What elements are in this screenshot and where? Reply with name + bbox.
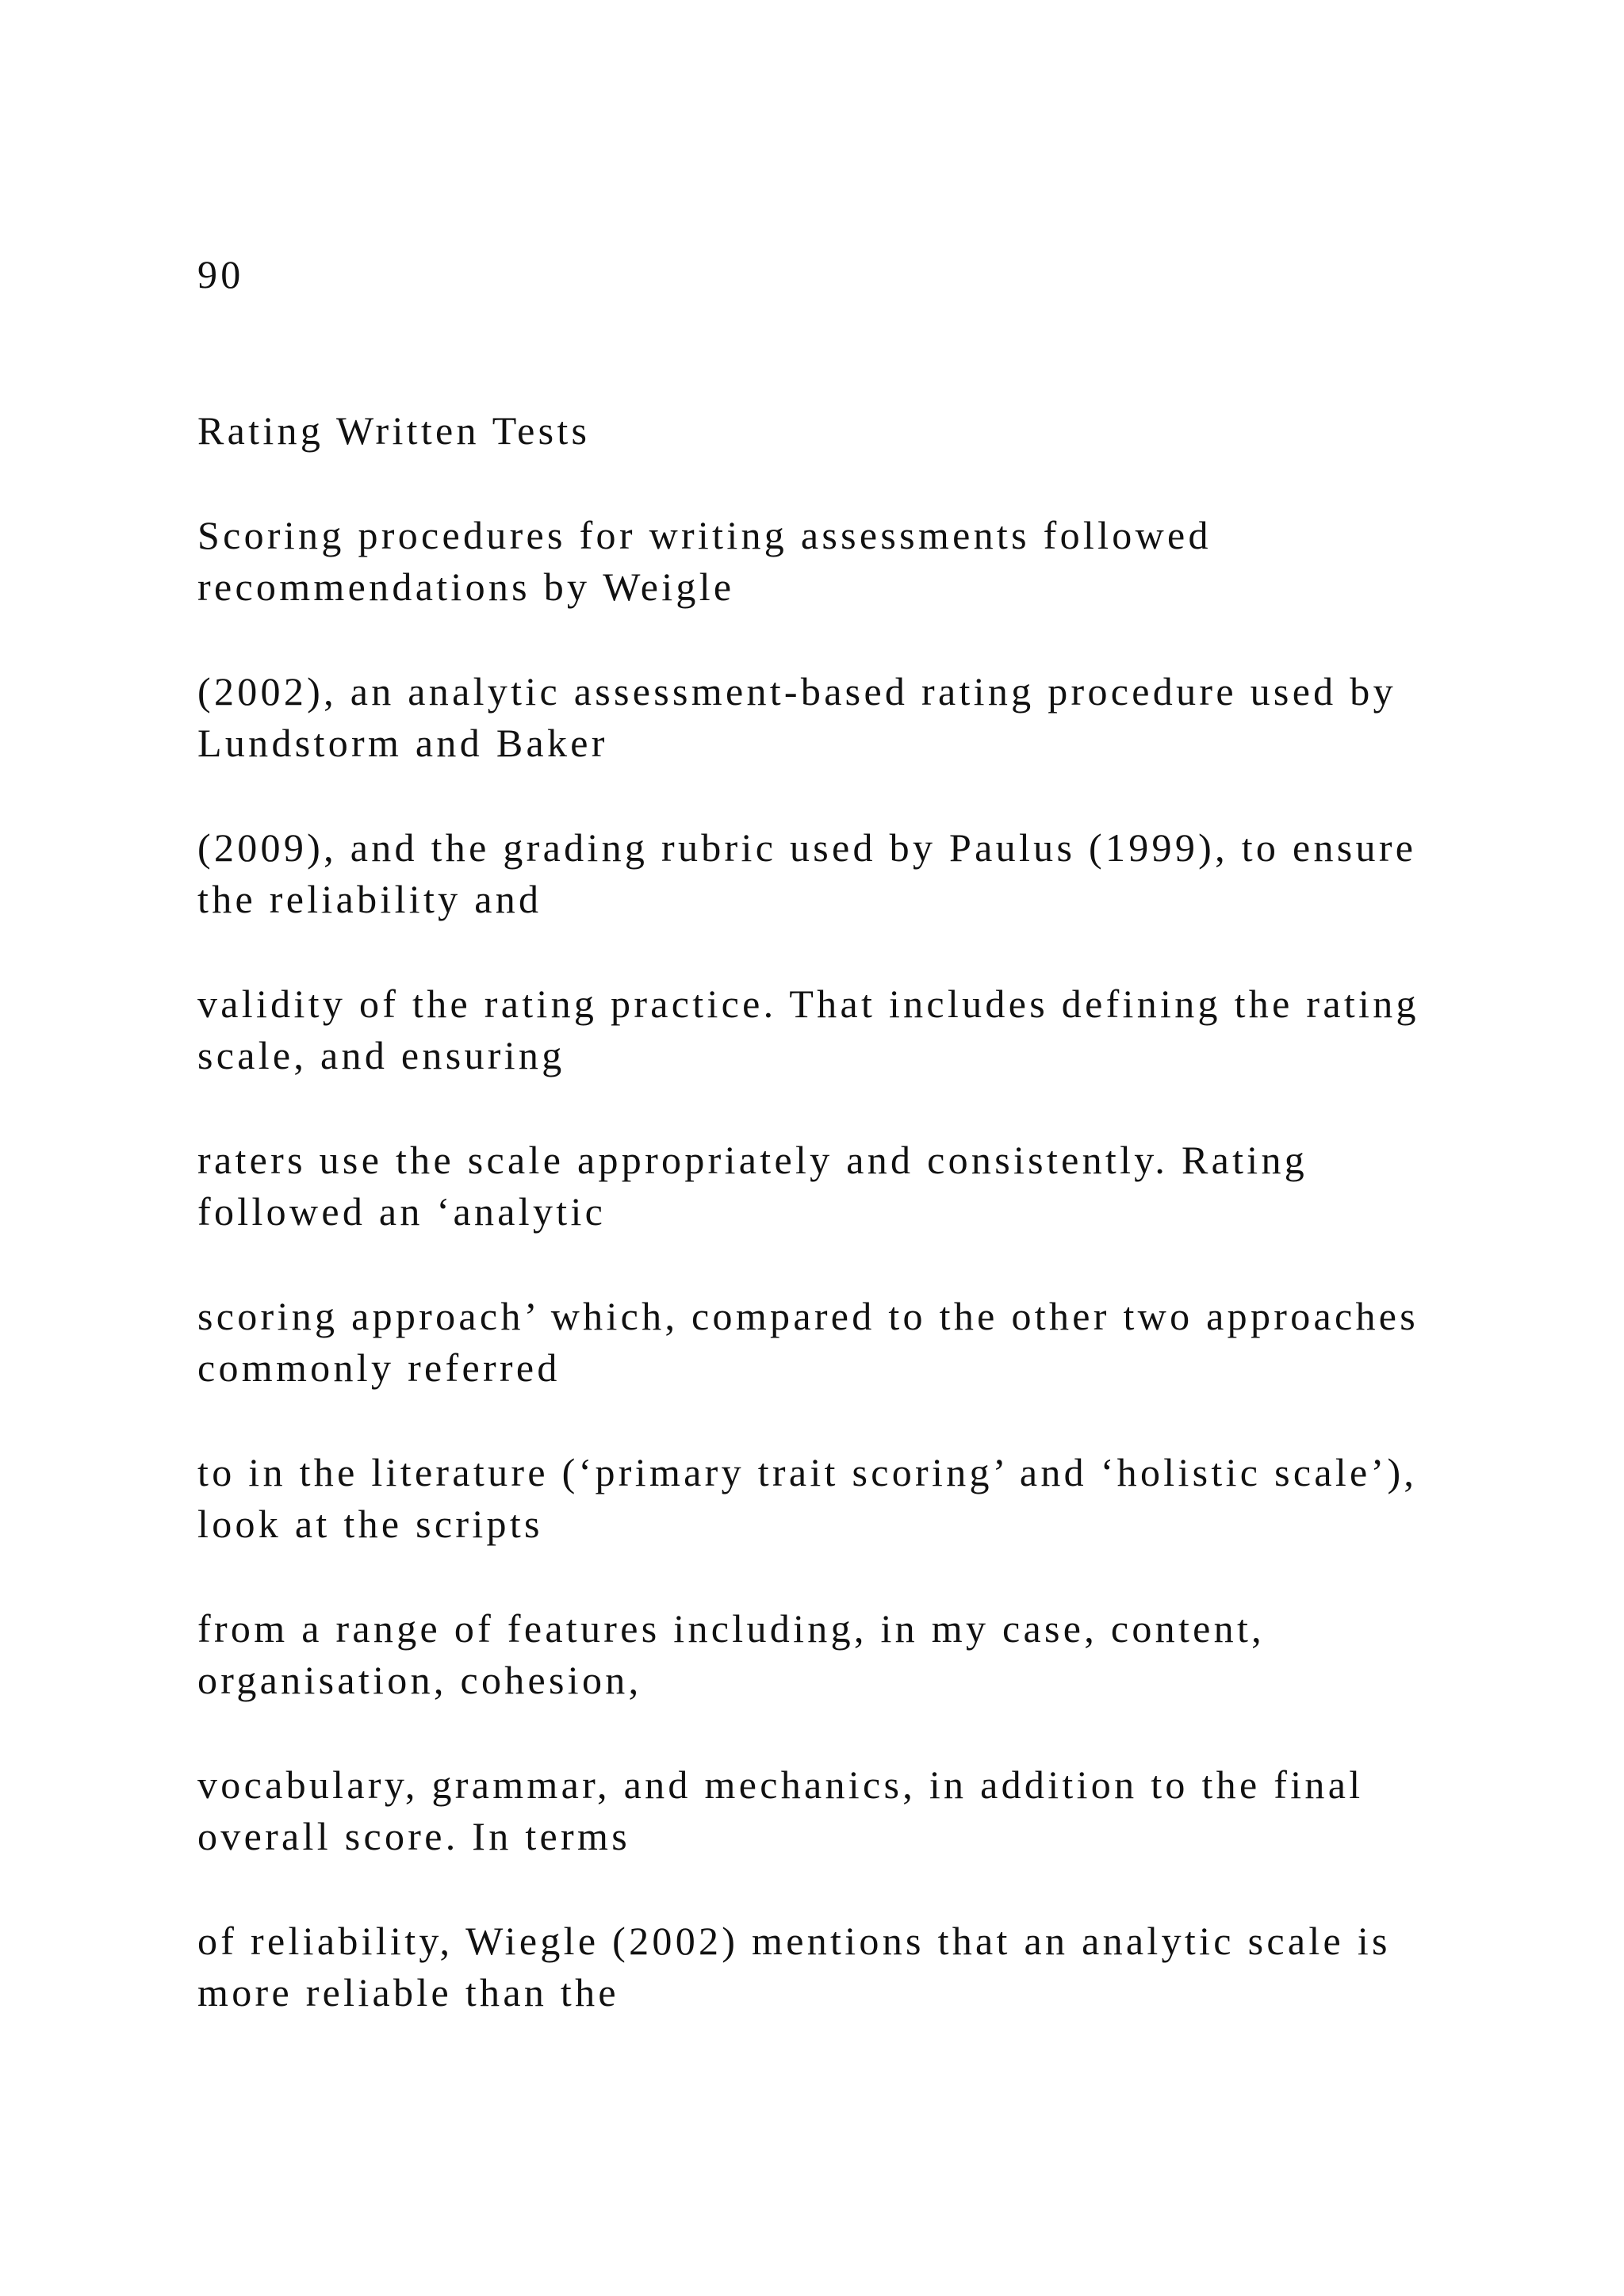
text-line: (2002), an analytic assessment-based rating procedure used by bbox=[197, 669, 1396, 714]
text-line: of reliability, Wiegle (2002) mentions that an analytic scale is bbox=[197, 1919, 1391, 1963]
text-line: from a range of features including, in my case, content, bbox=[197, 1606, 1265, 1651]
page-number: 90 bbox=[197, 252, 244, 297]
text-line: look at the scripts bbox=[197, 1502, 543, 1546]
paragraph bbox=[197, 666, 1624, 769]
text-line: followed an ‘analytic bbox=[197, 1189, 607, 1234]
text-line: scale, and ensuring bbox=[197, 1033, 565, 1077]
paragraph bbox=[197, 510, 1624, 613]
text-line: overall score. In terms bbox=[197, 1814, 630, 1858]
text-line: Lundstorm and Baker bbox=[197, 721, 608, 765]
paragraph bbox=[197, 1915, 1624, 2019]
paragraph bbox=[197, 978, 1624, 1081]
text-line: validity of the rating practice. That includes defining the rating bbox=[197, 982, 1419, 1026]
section-heading: Rating Written Tests bbox=[197, 408, 591, 453]
text-line: organisation, cohesion, bbox=[197, 1658, 642, 1702]
text-line: to in the literature (‘primary trait scoring’ and ‘holistic scale’), bbox=[197, 1450, 1418, 1494]
paragraph bbox=[197, 1135, 1624, 1238]
text-line: raters use the scale appropriately and consistently. Rating bbox=[197, 1138, 1308, 1182]
text-line: commonly referred bbox=[197, 1345, 561, 1390]
text-line: (2009), and the grading rubric used by Paulus (1999), to ensure bbox=[197, 825, 1417, 870]
paragraph bbox=[197, 1447, 1624, 1550]
text-line: Scoring procedures for writing assessments followed bbox=[197, 513, 1212, 557]
text-line: more reliable than the bbox=[197, 1970, 619, 2015]
text-line: the reliability and bbox=[197, 877, 542, 921]
paragraph bbox=[197, 1759, 1624, 1862]
paragraph bbox=[197, 822, 1624, 925]
text-line: recommendations by Weigle bbox=[197, 564, 735, 609]
paragraph bbox=[197, 1603, 1624, 1706]
text-line: vocabulary, grammar, and mechanics, in addition to the final bbox=[197, 1762, 1364, 1807]
text-line: scoring approach’ which, compared to the other two approaches bbox=[197, 1294, 1419, 1338]
paragraph bbox=[197, 1291, 1624, 1394]
